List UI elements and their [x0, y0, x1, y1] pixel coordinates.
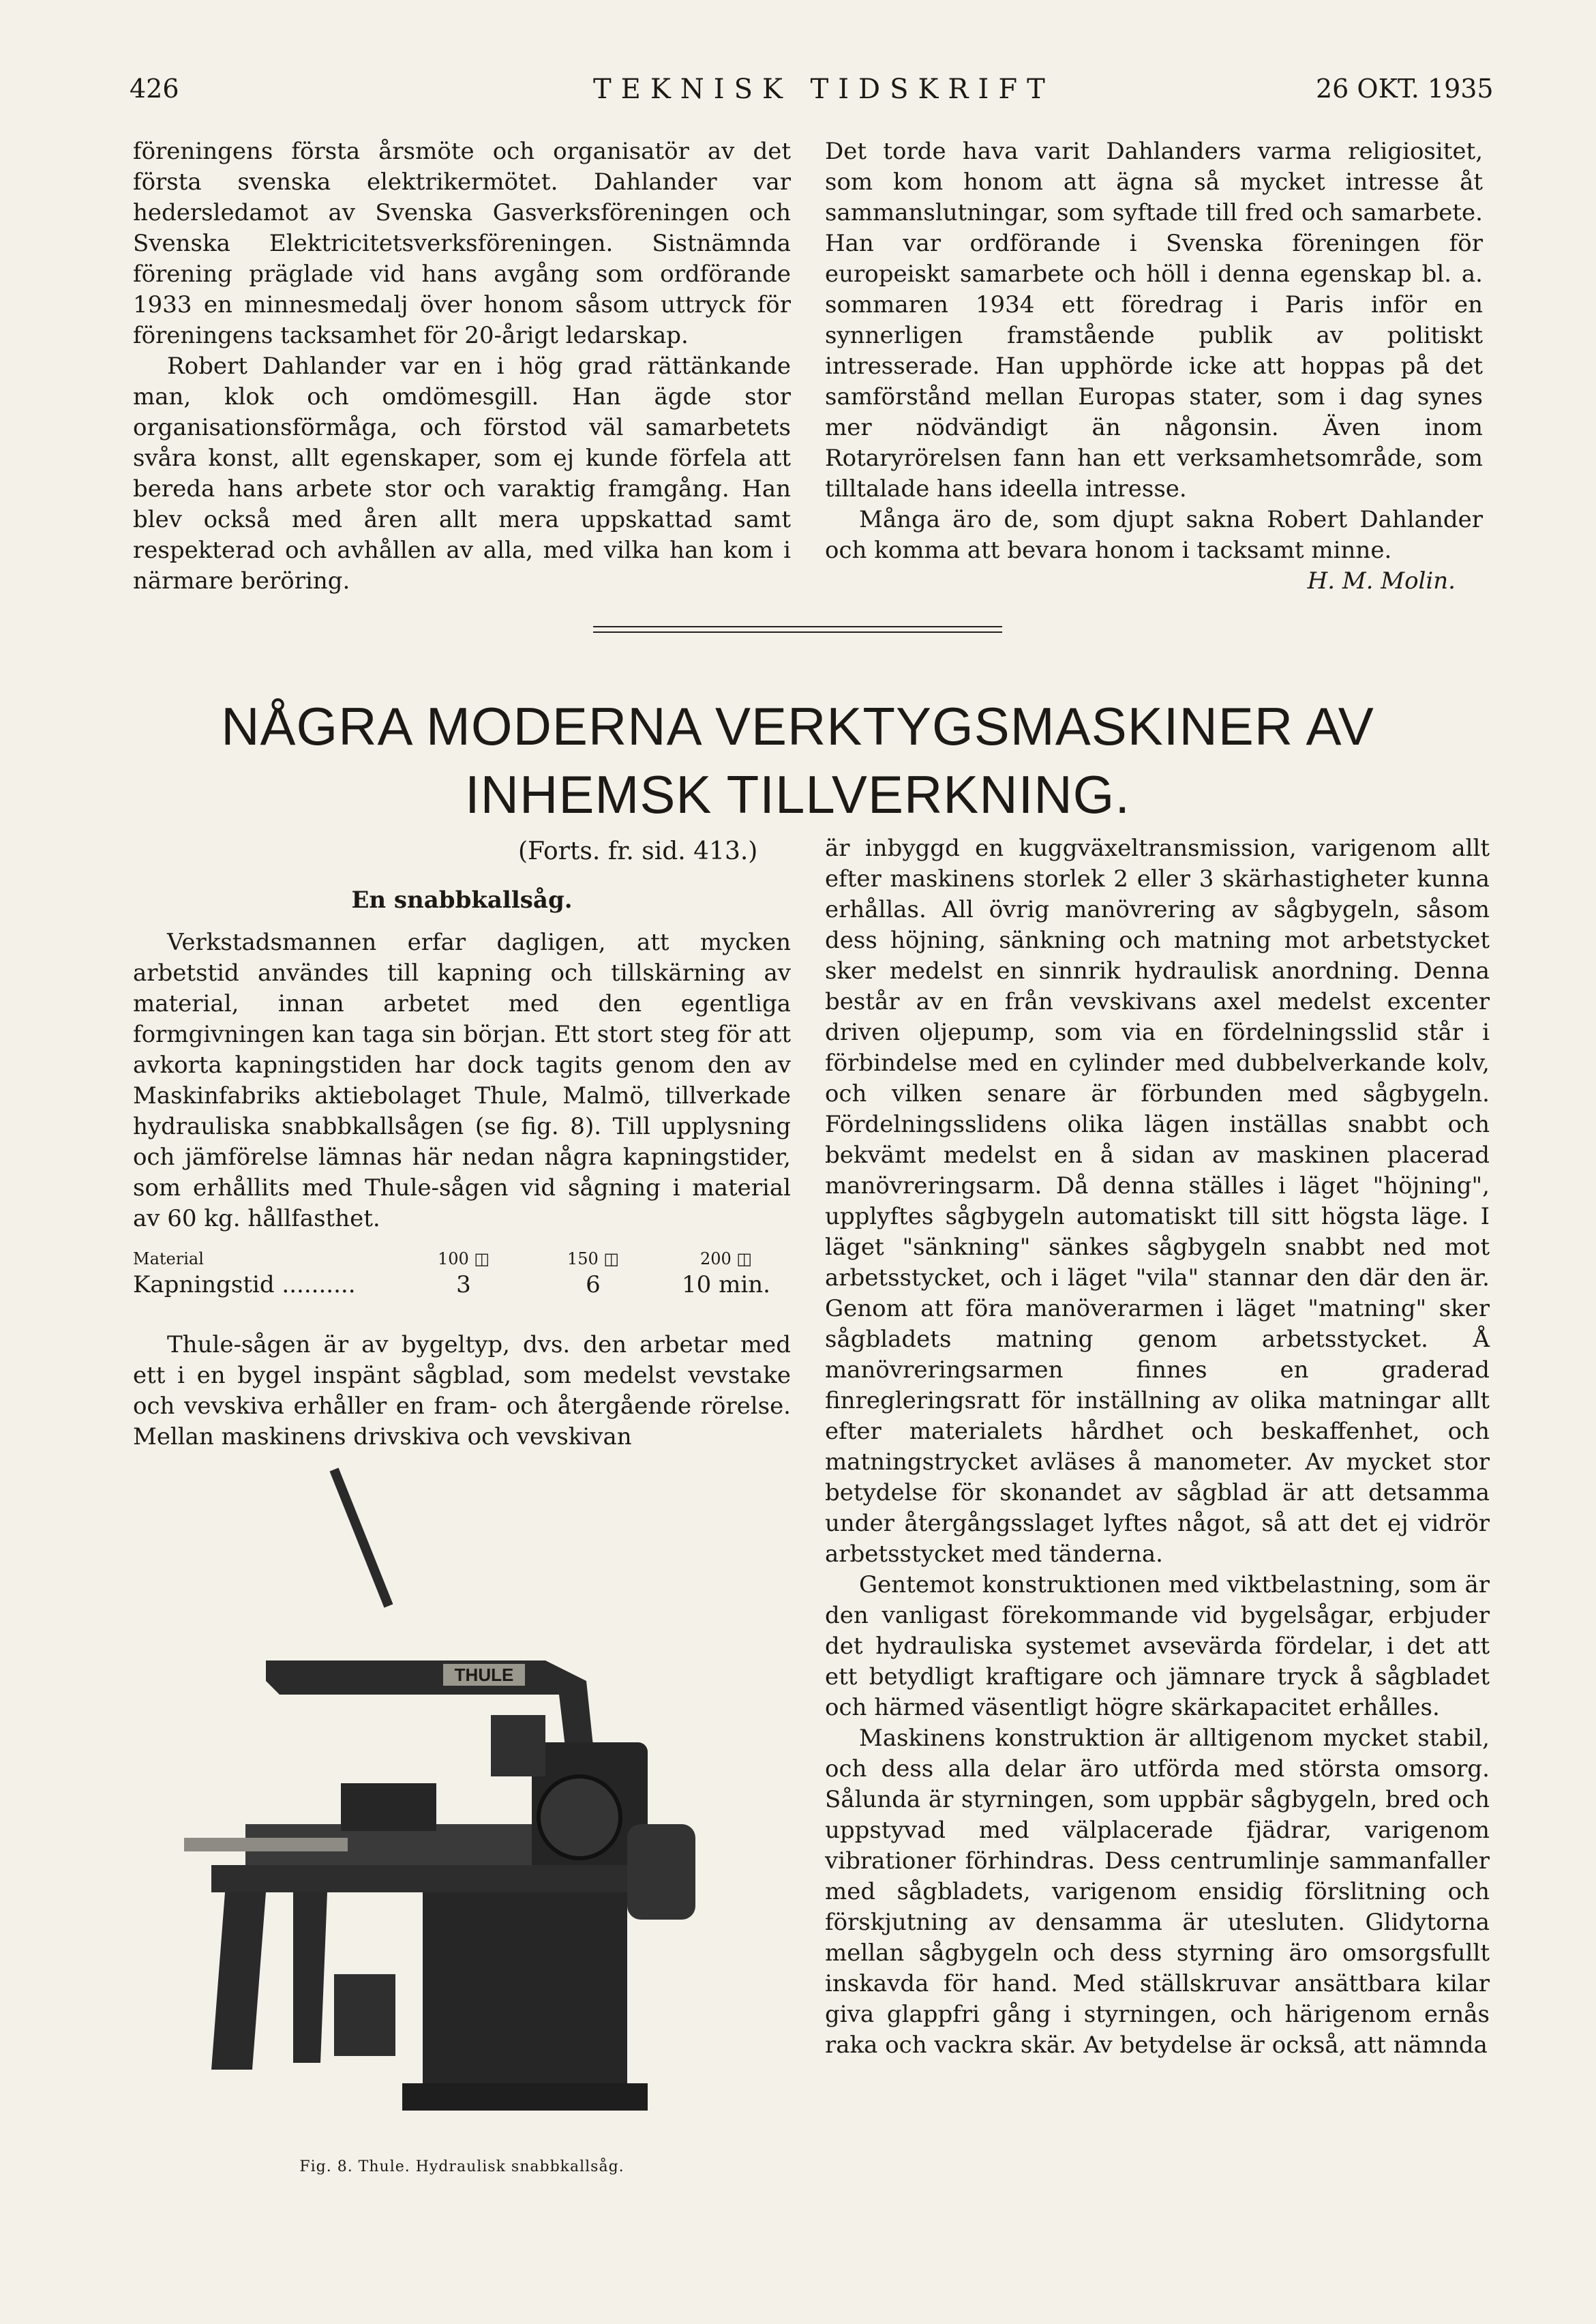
headline-line: NÅGRA MODERNA VERKTYGSMASKINER AV [221, 696, 1374, 756]
middle-left-column [133, 927, 791, 1234]
table-header-cell: Material [133, 1249, 204, 1268]
paragraph: Robert Dahlander var en i hög grad rättänkande man, klok och omdömesgill. Han ägde stor organisationsförmåga, och förstod väl samarbetets svåra konst, allt egenskaper, som ej kunde förfela att bereda hans arbete stor och varaktig framgång. Han blev också med åren allt mera uppskattad samt respekterad och avhållen av alla, med vilka han kom i närmare beröring. [133, 353, 791, 595]
table-cell: 3 [456, 1271, 471, 1298]
issue-date: 26 OKT. 1935 [1316, 74, 1494, 104]
section-divider [593, 626, 1002, 633]
paragraph: Gentemot konstruktionen med viktbelastning, som är den vanligast förekommande vid bygelsågar, erbjuder det hydrauliska systemet avsevärda fördelar, i det att ett betydligt kraftigare och jämnare tryck å sågbladet och härmed väsentligt högre skärkapacitet erhålles. [825, 1571, 1490, 1721]
page-number: 426 [130, 74, 179, 104]
hacksaw-machine-illustration [164, 1456, 750, 2138]
author-signature: H. M. Molin. [1307, 567, 1456, 595]
paragraph: Verkstadsmannen erfar dagligen, att mycken arbetstid användes till kapning och tillskärning av material, innan arbetet med den egentliga formgivningen kan taga sin början. Ett stort steg för att avkorta kapningstiden har dock tagits genom den av Maskinfabriks aktiebolaget Thule, Malmö, tillverkade hydrauliska snabbkallsågen (se fig. 8). Till upplysning och jämförelse lämnas här nedan några kapningstider, som erhållits med Thule-sågen vid sågning i material av 60 kg. hållfasthet. [133, 929, 791, 1232]
paragraph: är inbyggd en kuggväxeltransmission, varigenom allt efter maskinens storlek 2 eller 3 skärhastigheter kunna erhållas. All övrig manövrering av sågbygeln, såsom dess höjning, sänkning och matning mot arbetstycket sker medelst en sinnrik hydraulisk anordning. Denna består av en från vevskivans axel medelst excenter driven oljepump, som via en fördelningsslid står i förbindelse med en cylinder med dubbelverkande kolv, och vilken senare är förbunden med sågbygeln. Fördelningsslidens olika lägen inställas snabbt och bekvämt medelst en å sidan av maskinen placerad manövreringsarm. Då denna ställes i läget "höjning", upplyftes sågbygeln automatiskt till sitt högsta läge. I läget "sänkning" sänkes sågbygeln snabbt ned mot arbetsstycket, och i läget "vila" stannar den där den är. Genom att föra manöverarmen i läget "matning" sker sågbladets matning genom arbetsstycket. Å manövreringsarmen finnes en graderad finregleringsratt för inställning av olika matningar allt efter materialets hårdhet och beskaffenhet, och matningstrycket avläses å manometer. Av mycket stor betydelse för skonandet av sågblad är att detsamma under återgångsslaget lyftes något, så att det ej vidrör arbetsstycket med tänderna. [825, 835, 1490, 1568]
paragraph: Thule-sågen är av bygeltyp, dvs. den arbetar med ett i en bygel inspänt sågblad, som medelst vevstake och vevskiva erhåller en fram- och återgående rörelse. Mellan maskinens drivskiva och vevskivan [133, 1331, 791, 1450]
paragraph: Maskinens konstruktion är alltigenom mycket stabil, och dess alla delar äro utförda med största omsorg. Sålunda är styrningen, som uppbär sågbygeln, bred och uppstyvad med välplacerade fjädrar, varigenom vibrationer förhindras. Dess centrumlinje sammanfaller med sågbladets, varigenom ensidig förslitning och förskjutning av densamma är utesluten. Glidytorna mellan sågbygeln och dess styrning äro omsorgsfullt inskavda för hand. Med ställskruvar ansättbara kilar giva glappfri gång i styrningen, och härigenom ernås raka och vackra skär. Av betydelse är också, att nämnda [825, 1725, 1490, 2059]
table-cell: 6 [586, 1271, 601, 1298]
table-cell: 10 min. [682, 1271, 770, 1298]
paragraph: Det torde hava varit Dahlanders varma religiositet, som kom honom att ägna så mycket intresse åt sammanslutningar, som syftade till fred och samarbete. Han var ordförande i Svenska föreningen för europeiskt samarbete och höll i denna egenskap bl. a. sommaren 1934 ett föredrag i Paris inför en synnerligen framstående publik av politiskt intresserade. Han upphörde icke att hoppas på det samförstånd mellan Europas stater, som i dag synes mer nödvändigt än någonsin. Även inom Rotaryrörelsen fann han ett verksamhetsområde, som tilltalade hans ideella intresse. [825, 138, 1483, 503]
table-cell: Kapningstid .......... [133, 1271, 356, 1298]
top-right-column [825, 136, 1483, 597]
figure-caption: Fig. 8. Thule. Hydraulisk snabbkallsåg. [299, 2158, 624, 2175]
cutting-time-table [133, 1248, 794, 1300]
brand-plate-text: THULE [454, 1665, 514, 1685]
table-header-row [133, 1248, 794, 1270]
middle-left-column-continued [133, 1330, 791, 1452]
continuation-note: (Forts. fr. sid. 413.) [518, 837, 758, 865]
section-subheading: En snabbkallsåg. [351, 887, 573, 914]
table-header-cell: 200 ◫ [699, 1249, 753, 1268]
journal-title: TEKNISK TIDSKRIFT [593, 74, 1055, 105]
paragraph: föreningens första årsmöte och organisatör av det första svenska elektrikermötet. Dahlander var hedersledamot av Svenska Gasverksföreningen och Svenska Elektricitetsverksföreningen. Sistnämnda förening präglade vid hans avgång som ordförande 1933 en minnesmedalj över honom såsom uttryck för föreningens tacksamhet för 20-årigt ledarskap. [133, 138, 791, 349]
article-headline [136, 692, 1459, 829]
right-column [825, 833, 1490, 2061]
table-header-cell: 150 ◫ [567, 1249, 620, 1268]
top-left-column [133, 136, 791, 597]
headline-line: INHEMSK TILLVERKNING. [464, 764, 1130, 824]
table-header-cell: 100 ◫ [437, 1249, 490, 1268]
table-row [133, 1270, 794, 1300]
paragraph: Många äro de, som djupt sakna Robert Dahlander och komma att bevara honom i tacksamt minne. [825, 506, 1483, 564]
